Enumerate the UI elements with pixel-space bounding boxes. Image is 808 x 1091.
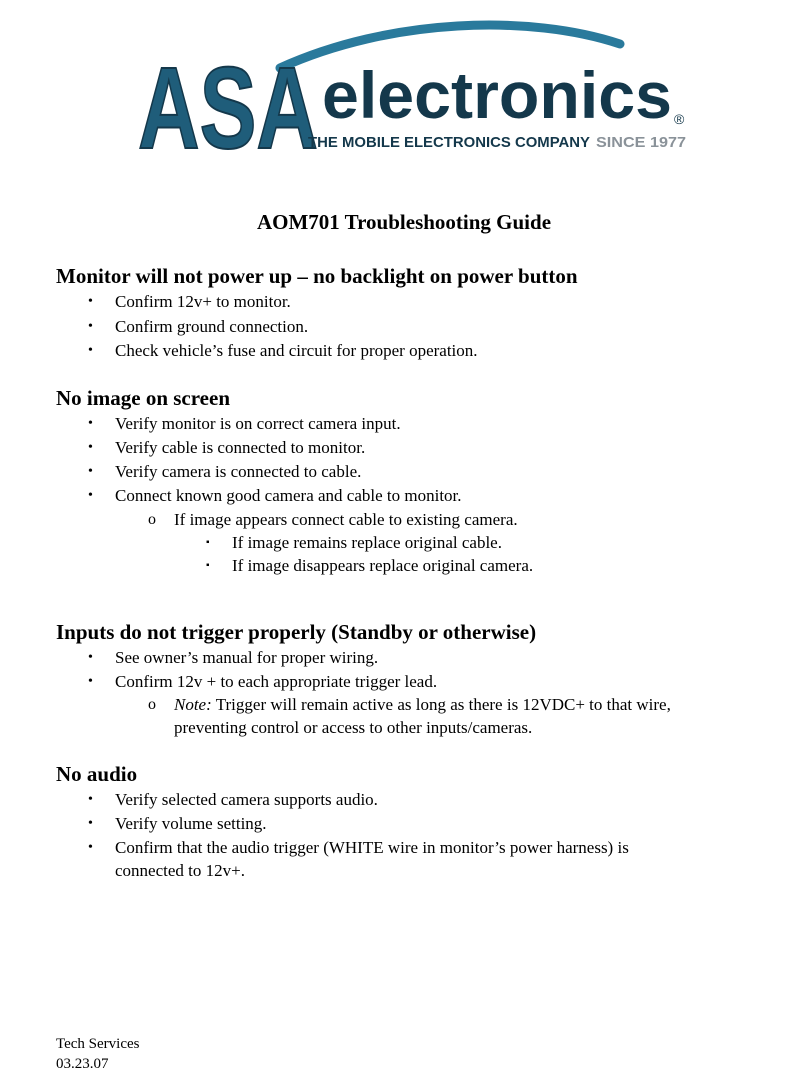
sub-list-item: o If image appears connect cable to existing camera. bbox=[174, 508, 518, 532]
list-item: • Confirm 12v + to each appropriate trigger lead. bbox=[115, 670, 437, 694]
list-item: • Connect known good camera and cable to monitor. bbox=[115, 484, 462, 508]
asa-electronics-logo bbox=[130, 20, 700, 160]
bullet-marker: • bbox=[88, 792, 93, 807]
bullet-marker: • bbox=[88, 650, 93, 665]
list-item: • Verify monitor is on correct camera input. bbox=[115, 412, 401, 436]
bullet-marker: • bbox=[88, 343, 93, 358]
bullet-marker: • bbox=[88, 416, 93, 431]
bullet-marker: • bbox=[88, 816, 93, 831]
page-title: AOM701 Troubleshooting Guide bbox=[256, 210, 552, 234]
note-item: o Note: Trigger will remain active as long as there is 12VDC+ to that wire, bbox=[174, 693, 671, 717]
sub-marker: o bbox=[148, 696, 156, 713]
section-heading: Inputs do not trigger properly (Standby or otherwise) bbox=[56, 620, 537, 644]
logo-since: SINCE 1977 bbox=[596, 134, 686, 151]
bullet-marker: • bbox=[88, 294, 93, 309]
list-item: • Verify volume setting. bbox=[115, 812, 267, 836]
sub-sub-list-item: ▪ If image disappears replace original camera. bbox=[232, 554, 533, 578]
section-heading: Monitor will not power up – no backlight on power button bbox=[56, 264, 578, 288]
footer-dept: Tech Services bbox=[56, 1036, 140, 1052]
sub-marker: o bbox=[148, 511, 156, 528]
list-item: • Confirm that the audio trigger (WHITE wire in monitor’s power harness) is bbox=[115, 836, 629, 860]
bullet-marker: • bbox=[88, 319, 93, 334]
note-label: Note: bbox=[174, 695, 212, 714]
sub-sub-list-item: ▪ If image remains replace original cable. bbox=[232, 531, 502, 555]
logo-registered: ® bbox=[674, 111, 685, 127]
square-marker: ▪ bbox=[206, 560, 210, 571]
bullet-marker: • bbox=[88, 440, 93, 455]
logo-asa: ASA bbox=[138, 43, 318, 160]
bullet-marker: • bbox=[88, 488, 93, 503]
bullet-marker: • bbox=[88, 840, 93, 855]
list-item: • Verify cable is connected to monitor. bbox=[115, 436, 365, 460]
list-item: • Confirm 12v+ to monitor. bbox=[115, 290, 291, 314]
section-heading: No audio bbox=[56, 762, 138, 786]
logo-tagline: THE MOBILE ELECTRONICS COMPANY bbox=[308, 134, 590, 151]
section-heading: No image on screen bbox=[56, 386, 230, 410]
bullet-marker: • bbox=[88, 464, 93, 479]
bullet-marker: • bbox=[88, 674, 93, 689]
list-item: • See owner’s manual for proper wiring. bbox=[115, 646, 378, 670]
footer-date: 03.23.07 bbox=[56, 1056, 109, 1072]
logo-electronics: electronics bbox=[322, 58, 672, 132]
list-item: • Verify camera is connected to cable. bbox=[115, 460, 361, 484]
list-item-continuation: connected to 12v+. bbox=[115, 861, 245, 880]
list-item: • Check vehicle’s fuse and circuit for proper operation. bbox=[115, 339, 478, 363]
note-continuation: preventing control or access to other inputs/cameras. bbox=[174, 718, 533, 737]
list-item: • Confirm ground connection. bbox=[115, 315, 308, 339]
list-item: • Verify selected camera supports audio. bbox=[115, 788, 378, 812]
square-marker: ▪ bbox=[206, 537, 210, 548]
